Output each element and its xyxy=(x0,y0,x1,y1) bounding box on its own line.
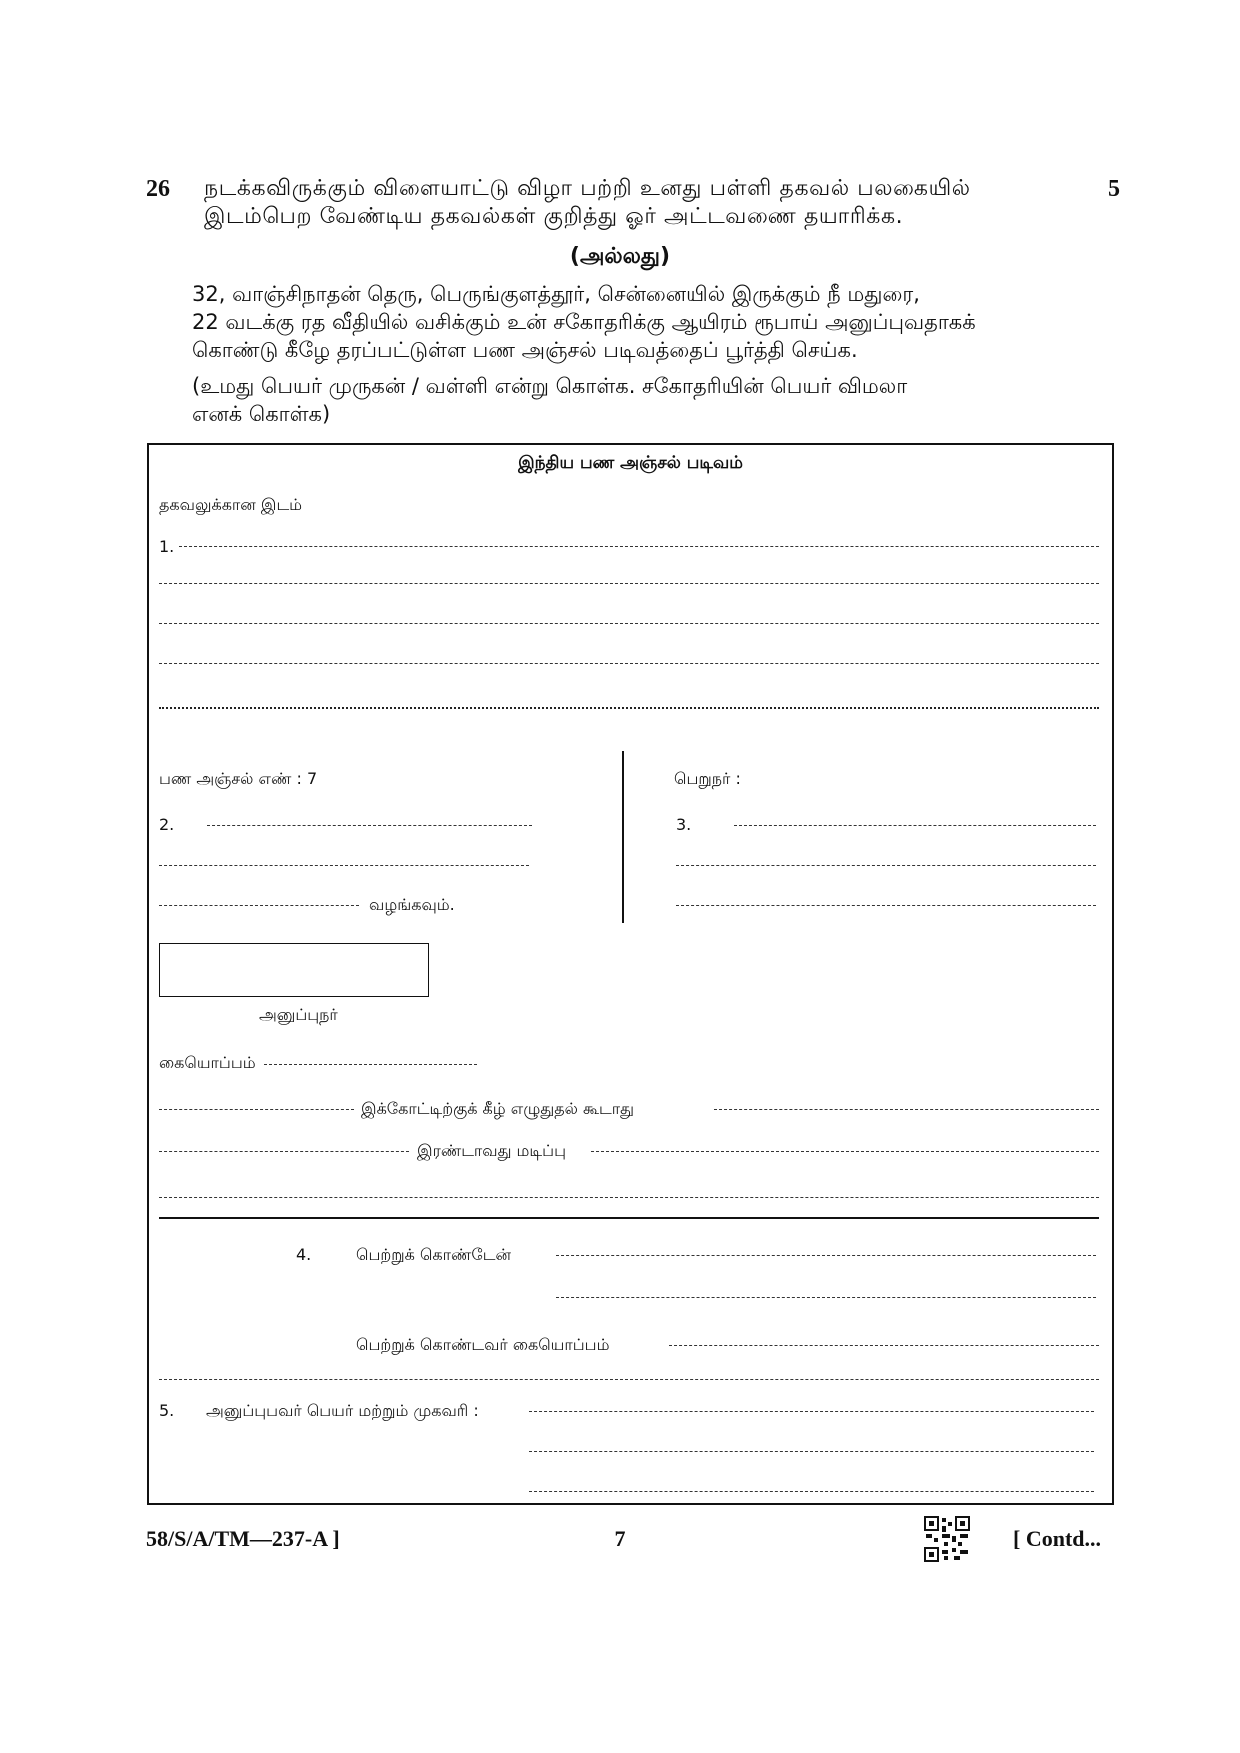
paper-code: 58/S/A/TM—237-A ] xyxy=(146,1526,340,1551)
item-3-label: 3. xyxy=(676,815,692,834)
section-5-separator xyxy=(159,1379,1099,1380)
item-2-label: 2. xyxy=(159,815,175,834)
note-line-2: எனக் கொள்க) xyxy=(192,402,331,426)
alt-question-line-3: கொண்டு கீழே தரப்பட்டுள்ள பண அஞ்சல் படிவத்தைப் பூர்த்தி செய்க. xyxy=(192,338,858,362)
receiver-sign-label: பெற்றுக் கொண்டவர் கையொப்பம் xyxy=(356,1335,610,1354)
received-label: பெற்றுக் கொண்டேன் xyxy=(356,1245,511,1264)
no-write-dash-left xyxy=(159,1109,354,1110)
sender-address-line-3[interactable] xyxy=(529,1491,1094,1492)
form-title: இந்திய பண அஞ்சல் படிவம் xyxy=(518,453,743,473)
money-order-form xyxy=(147,443,1114,1505)
sender-box[interactable] xyxy=(159,943,429,997)
column-divider xyxy=(622,751,624,923)
sender-address-line-1[interactable] xyxy=(529,1411,1094,1412)
sender-address-line-2[interactable] xyxy=(529,1451,1094,1452)
signature-line[interactable] xyxy=(264,1064,477,1065)
note-line-1: (உமது பெயர் முருகன் / வள்ளி என்று கொள்க. சகோதரியின் பெயர் விமலா xyxy=(192,374,908,398)
received-line-2[interactable] xyxy=(556,1297,1096,1298)
signature-label: கையொப்பம் xyxy=(159,1053,256,1072)
info-line-5[interactable] xyxy=(159,707,1099,709)
second-copy-dash-right xyxy=(591,1151,1099,1152)
page-number: 7 xyxy=(614,1526,626,1551)
question-number: 26 xyxy=(146,176,170,202)
or-label: (அல்லது) xyxy=(569,244,671,269)
info-line-2[interactable] xyxy=(159,583,1099,584)
received-line-1[interactable] xyxy=(556,1255,1096,1256)
qr-code-icon xyxy=(924,1516,970,1562)
receiver-sign-line[interactable] xyxy=(669,1345,1099,1346)
receiver-label: பெறுநர் : xyxy=(674,769,741,788)
separator-dash xyxy=(159,1197,1099,1198)
question-line-1: நடக்கவிருக்கும் விளையாட்டு விழா பற்றி உனது பள்ளி தகவல் பலகையில் xyxy=(204,176,971,201)
alt-question-line-1: 32, வாஞ்சிநாதன் தெரு, பெருங்குளத்தூர், சென்னையில் இருக்கும் நீ மதுரை, xyxy=(192,282,920,306)
amount-line-2[interactable] xyxy=(159,865,529,866)
item-1-label: 1. xyxy=(159,537,175,556)
item-5-label: 5. xyxy=(159,1401,175,1420)
info-label: தகவலுக்கான இடம் xyxy=(159,495,303,514)
question-marks: 5 xyxy=(1108,176,1120,202)
separator-solid xyxy=(159,1217,1099,1219)
pay-suffix: வழங்கவும். xyxy=(369,895,455,914)
info-line-4[interactable] xyxy=(159,663,1099,664)
no-write-dash-right xyxy=(714,1109,1099,1110)
info-line-1[interactable] xyxy=(179,546,1099,547)
question-line-2: இடம்பெற வேண்டிய தகவல்கள் குறித்து ஓர் அட்டவணை தயாரிக்க. xyxy=(204,204,904,229)
info-line-3[interactable] xyxy=(159,623,1099,624)
amount-line-3[interactable] xyxy=(159,905,359,906)
no-write-label: இக்கோட்டிற்குக் கீழ் எழுதுதல் கூடாது xyxy=(361,1099,635,1118)
mo-number-label: பண அஞ்சல் எண் : 7 xyxy=(159,769,318,788)
item-4-label: 4. xyxy=(296,1245,312,1264)
second-copy-label: இரண்டாவது மடிப்பு xyxy=(417,1141,566,1160)
continued-label: [ Contd... xyxy=(1013,1526,1102,1551)
amount-line-1[interactable] xyxy=(207,825,532,826)
receiver-line-2[interactable] xyxy=(676,865,1096,866)
sender-address-label: அனுப்புபவர் பெயர் மற்றும் முகவரி : xyxy=(206,1401,479,1420)
second-copy-dash-left xyxy=(159,1151,409,1152)
receiver-line-3[interactable] xyxy=(676,905,1096,906)
receiver-line-1[interactable] xyxy=(734,825,1096,826)
alt-question-line-2: 22 வடக்கு ரத வீதியில் வசிக்கும் உன் சகோதரிக்கு ஆயிரம் ரூபாய் அனுப்புவதாகக் xyxy=(192,310,976,334)
sender-label: அனுப்புநர் xyxy=(259,1005,338,1024)
